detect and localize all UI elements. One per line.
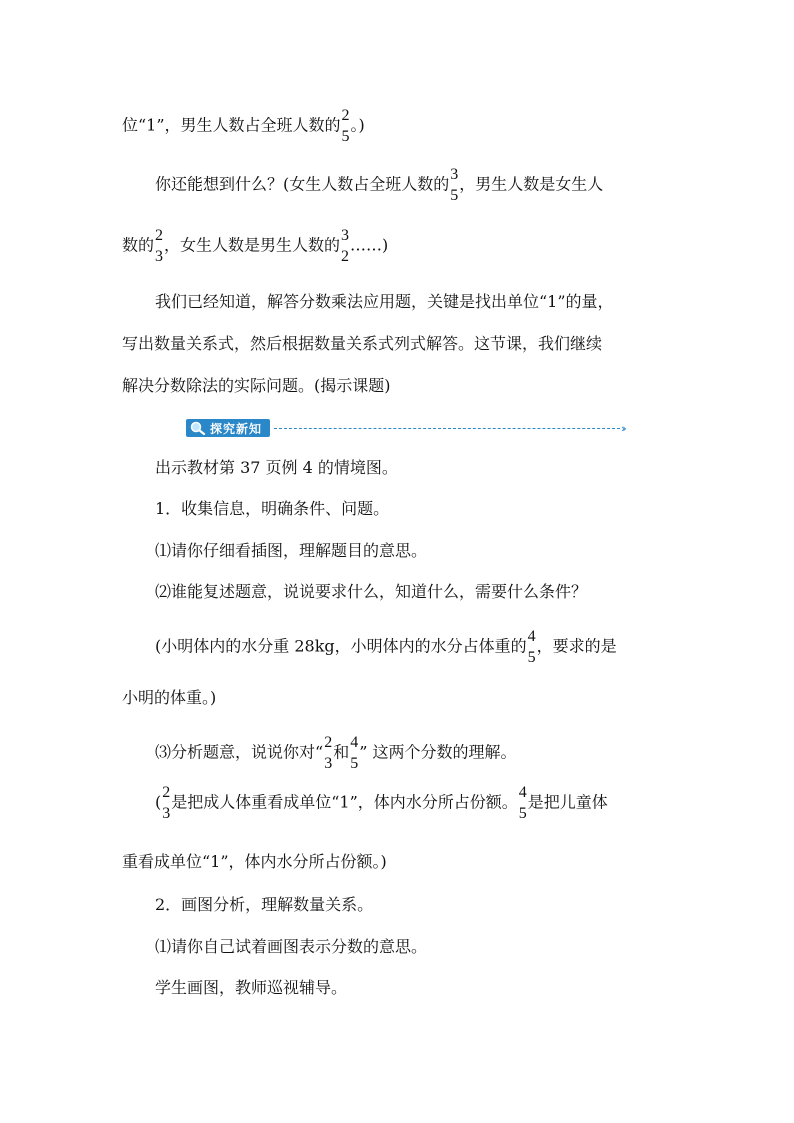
paragraph-10: [155, 732, 517, 774]
paragraph-4-line-3: 解决分数除法的实际问题。(揭示课题): [122, 376, 391, 395]
numerator: 3: [450, 166, 459, 183]
fraction: [450, 164, 458, 206]
text: 位“1”，男生人数占全班人数的: [122, 115, 341, 135]
magnifier-icon: [190, 421, 206, 435]
fraction: [350, 732, 358, 774]
section-title: 探究新知: [210, 421, 263, 436]
denominator: 5: [518, 805, 527, 822]
paragraph-4-line-2: 写出数量关系式，然后根据数量关系式列式解答。这节课，我们继续: [122, 334, 603, 353]
fraction: [341, 225, 349, 267]
numerator: 2: [341, 107, 350, 124]
numerator: 2: [162, 784, 171, 801]
text: ……): [350, 235, 389, 255]
text: 女生人数占全班人数的: [289, 174, 450, 194]
paragraph-2: [155, 164, 603, 206]
paragraph-5: 出示教材第 37 页例 4 的情境图。: [155, 458, 398, 477]
paragraph-1: [122, 105, 365, 147]
denominator: 5: [527, 649, 536, 666]
text: 是把成人体重看成单位“1”，体内水分所占份额。: [171, 792, 518, 812]
text: ⑶: [155, 742, 172, 762]
paragraph-7: ⑴请你仔细看插图，理解题目的意思。: [155, 541, 428, 560]
fraction: [324, 732, 332, 774]
text: ，男生人数是女生人: [459, 174, 604, 194]
text: 你还能想到什么？(: [155, 174, 290, 194]
text: ” 这两个分数的理解。: [359, 742, 517, 762]
fraction: [162, 782, 170, 824]
text: 分析题意，说说你对“: [171, 742, 324, 762]
paragraph-9: [155, 626, 617, 668]
section-badge: [186, 419, 270, 437]
text: (: [155, 792, 162, 812]
text: (小明体内的水分重 28kg: [155, 636, 335, 656]
paragraph-11-line-2: 重看成单位“1”，体内水分所占份额。): [122, 852, 387, 871]
text: ，小明体内的水分占体重的: [334, 636, 527, 656]
fraction: [155, 225, 163, 267]
text: 是把儿童体: [527, 792, 608, 812]
paragraph-12: 2．画图分析，理解数量关系。: [155, 895, 374, 914]
text: ，要求的是: [536, 636, 617, 656]
numerator: 3: [341, 227, 350, 244]
numerator: 4: [518, 784, 527, 801]
paragraph-4-line-1: 我们已经知道，解答分数乘法应用题，关键是找出单位“1”的量，: [155, 292, 614, 311]
numerator: 2: [324, 734, 333, 751]
text: ，女生人数是男生人数的: [164, 235, 341, 255]
denominator: 2: [341, 248, 350, 265]
paragraph-11: [155, 782, 608, 824]
denominator: 3: [324, 755, 333, 772]
paragraph-6: 1．收集信息，明确条件、问题。: [155, 499, 390, 518]
denominator: 5: [450, 187, 459, 204]
denominator: 5: [341, 128, 350, 145]
numerator: 2: [155, 227, 164, 244]
section-banner: [186, 419, 624, 437]
paragraph-9-line-2: 小明的体重。): [122, 688, 217, 707]
paragraph-3: [122, 225, 388, 267]
text: 。): [350, 115, 365, 135]
fraction: [342, 105, 350, 147]
paragraph-13: ⑴请你自己试着画图表示分数的意思。: [155, 937, 428, 956]
paragraph-14: 学生画图，教师巡视辅导。: [155, 978, 348, 997]
dashed-divider: [274, 428, 620, 429]
fraction: [519, 782, 527, 824]
denominator: 3: [162, 805, 171, 822]
denominator: 5: [350, 755, 359, 772]
double-chevron-icon: ››: [621, 421, 624, 435]
numerator: 4: [527, 628, 536, 645]
denominator: 3: [155, 248, 164, 265]
numerator: 4: [350, 734, 359, 751]
fraction: [528, 626, 536, 668]
text: 数的: [122, 235, 155, 255]
text: 和: [333, 742, 350, 762]
paragraph-8: ⑵谁能复述题意，说说要求什么，知道什么，需要什么条件？: [155, 582, 588, 601]
